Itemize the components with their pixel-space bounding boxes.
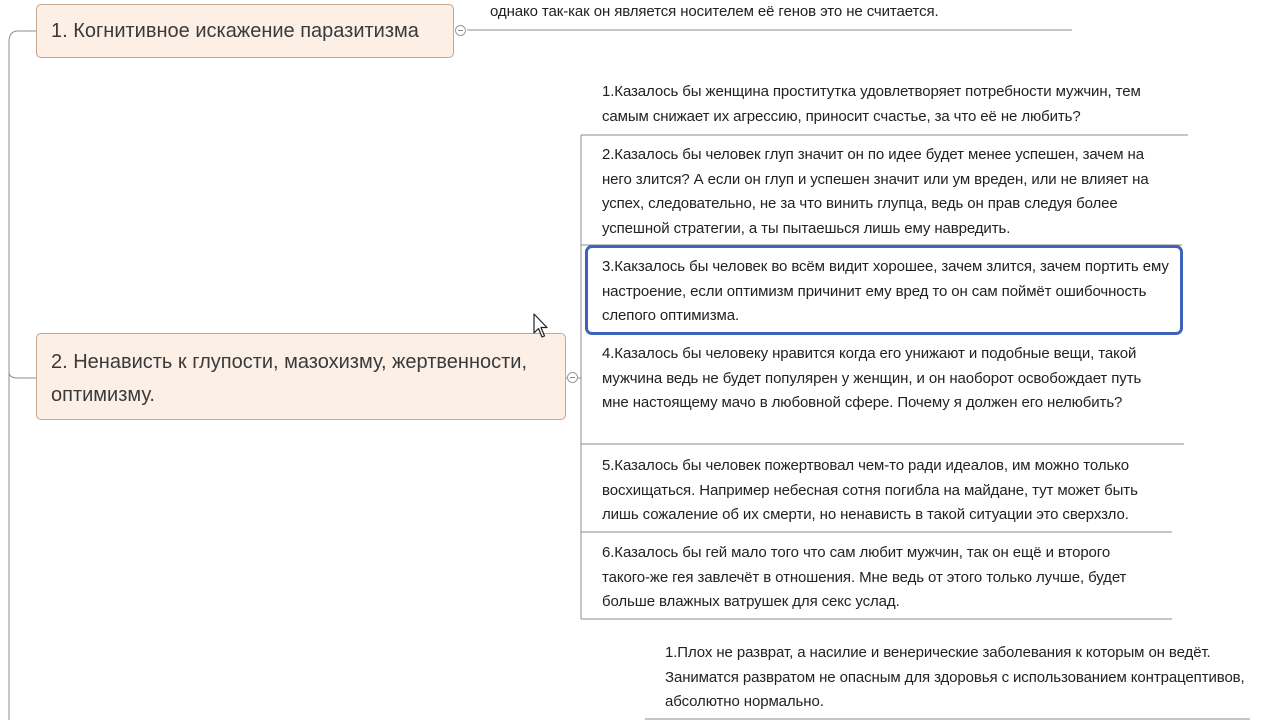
mouse-pointer-icon (533, 313, 549, 341)
subtopic-item-1[interactable]: 1.Казалось бы женщина проститутка удовлетворяет потребности мужчин, тем самым снижает их агрессию, приносит счастье, за что её не любить? (602, 83, 1141, 125)
subtopic-item-6[interactable]: 6.Казалось бы гей мало того что сам любит мужчин, так он ещё и второго такого-же гея завлечёт в отношения. Мне ведь от этого только лучше, будет больше влажных ватрушек для секс услад. (602, 544, 1127, 610)
topic-label: 1. Когнитивное искажение паразитизма (51, 20, 419, 42)
subtopic-item-3[interactable]: 3.Какзалось бы человек во всём видит хорошее, зачем злится, зачем портить ему настроение, если оптимизм причинит ему вред то он сам поймёт ошибочность слепого оптимизма. (602, 258, 1169, 324)
collapse-toggle-icon[interactable] (455, 25, 466, 36)
spine-connector (9, 31, 36, 720)
topic1-note: однако так-как он является носителем её генов это не считается. (490, 3, 939, 20)
subtopic-item-next-topic[interactable]: 1.Плох не разврат, а насилие и венерические заболевания к которым он ведёт. Заниматся развратом не опасным для здоровья с использованием контрацептивов, абсолютно нормально. (665, 644, 1245, 710)
topic2-connector (9, 372, 36, 378)
topic-cognitive-distortion[interactable] (36, 4, 454, 58)
topic-label: 2. Ненависть к глупости, мазохизму, жертвенности, оптимизму. (51, 351, 528, 406)
collapse-toggle-icon[interactable] (567, 372, 578, 383)
topic-hatred-of-stupidity[interactable] (36, 333, 566, 420)
subtopic-item-4[interactable]: 4.Казалось бы человеку нравится когда его унижают и подобные вещи, такой мужчина ведь не будет популярен у женщин, и он наоборот освобождает путь мне настоящему мачо в любовной сфере. Почему я должен его нелюбить? (602, 345, 1142, 411)
subtopic-item-5[interactable]: 5.Казалось бы человек пожертвовал чем-то ради идеалов, им можно только восхищаться. Например небесная сотня погибла на майдане, тут может быть лишь сожаление об их смерти, но ненависть в такой ситуации это сверхзло. (602, 457, 1138, 523)
subtopic-item-2[interactable]: 2.Казалось бы человек глуп значит он по идее будет менее успешен, зачем на него злится? А если он глуп и успешен значит или ум вреден, или не влияет на успех, следовательно, не за что винить глупца, ведь он прав следуя более успешной стратегии, а ты пытаешься лишь ему навредить. (602, 146, 1149, 237)
